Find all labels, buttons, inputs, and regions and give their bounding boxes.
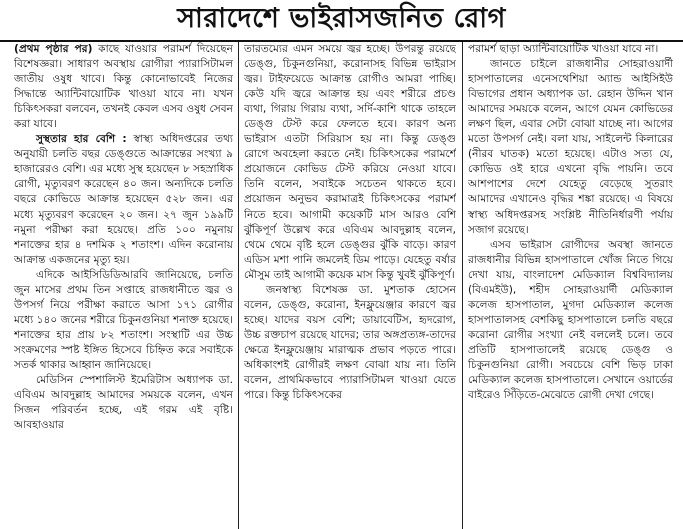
paragraph: এদিকে আইসিডিডিআরবি জানিয়েছে, চলতি জুন মাসের প্রথম তিন সপ্তাহে রাজধানীতে জ্বর ও উপসর্গ নিয়ে পরীক্ষা করাতে আসা ১৭১ রোগীর মধ্যে ১৪০ জনের শরীরে চিকুনগুনিয়া শনাক্ত হয়েছে। শনাক্তের হার প্রায় ৮২ শতাংশ। সংস্থাটি এর উচ্চ সংক্রমণের স্পষ্ট ইঙ্গিত হিসেবে চিহ্নিত করে সবাইকে সতর্ক থাকার আহ্বান জানিয়েছে। [14, 268, 233, 371]
column-3 [468, 42, 673, 529]
paragraph: পরামর্শ ছাড়া অ্যান্টিবায়োটিক খাওয়া যাবে না। [468, 43, 659, 55]
article-headline: সারাদেশে ভাইরাসজনিত রোগ [177, 2, 506, 34]
column-1 [14, 42, 233, 529]
paragraph: তারতম্যের এমন সময়ে জ্বর হচ্ছে। উপরন্তু রয়েছে ডেঙ্গু, চিকুনগুনিয়া, করোনাসহ বিভিন্ন ভাইরাস জ্বর। টাইফয়েডে আক্রান্ত রোগীও আমরা পাচ্ছি। কেউ যদি জ্বরে আক্রান্ত হয় এবং শরীরে প্রচণ্ড ব্যথা, গিরায় গিরায় ব্যথা, সর্দি-কাশি থাকে তাহলে ডেঙ্গু টেস্ট করে ফেলতে হবে। কারণ অন্য ভাইরাস এতটা সিরিয়াস হয় না। কিন্তু ডেঙ্গু রোগে অবহেলা করতে নেই। চিকিৎসকের পরামর্শে প্রয়োজনে কোভিড টেস্ট করিয়ে নেওয়া যাবে। তিনি বলেন, সবাইকে সচেতন থাকতে হবে। প্রয়োজন অনুভব করামাত্রই চিকিৎসকের পরামর্শ নিতে হবে। আগামী কয়েকটি মাস আরও বেশি ঝুঁকিপূর্ণ উল্লেখ করে এবিএম আবদুল্লাহ বলেন, থেমে থেমে বৃষ্টি হলে ডেঙ্গুর ঝুঁকি বাড়ে। কারণ এডিস মশা পানি জমলেই ডিম পাড়ে। যেহেতু বর্ষার মৌসুম তাই আগামী কয়েক মাস কিন্তু খুবই ঝুঁকিপূর্ণ। [244, 43, 456, 281]
paragraph: জানতে চাইলে রাজধানীর সোহরাওয়ার্দী হাসপাতালের এনেসথেশিয়া অ্যান্ড আইসিইউ বিভাগের প্রধান অধ্যাপক ডা. রেহান উদ্দিন খান আমাদের সময়কে বলেন, আগে যেমন কোভিডের লক্ষণ ছিল, এবার সেটা বোঝা যাচ্ছে না। আগের মতো উপসর্গ নেই। বলা যায়, সাইলেন্ট কিলারের (নীরব ঘাতক) মতো হয়েছে। এটাও সত্য যে, কোভিড ওই হারে এখনো বৃদ্ধি পায়নি। তবে আশপাশের দেশে যেহেতু বেড়েছে সুতরাং আমাদের এখানেও বৃদ্ধির শঙ্কা রয়েছে। এ বিষয়ে স্বাস্থ্য অধিদপ্তরসহ সংশ্লিষ্ট নীতিনির্ধারণী পর্যায় সজাগ রয়েছে। [468, 58, 673, 236]
subheading: সুস্থতার হার বেশি : [36, 133, 127, 146]
column-divider [462, 42, 463, 529]
paragraph [14, 132, 233, 267]
paragraph: এসব ভাইরাস রোগীদের অবস্থা জানতে রাজধানীর বিভিন্ন হাসপাতালে খোঁজ নিতে গিয়ে দেখা যায়, বাংলাদেশ মেডিক্যাল বিশ্ববিদ্যালয় (বিএমইউ), শহীদ সোহরাওয়ার্দী মেডিক্যাল কলেজ হাসপাতাল, মুগদা মেডিক্যাল কলেজ হাসপাতালসহ বেশকিছু হাসপাতালে চলতি বছরে করোনা রোগীর সংখ্যা নেই বললেই চলে। তবে প্রতিটি হাসপাতালেই রয়েছে ডেঙ্গু ও চিকুনগুনিয়া রোগী। সবচেয়ে বেশি ভিড় ঢাকা মেডিক্যাল কলেজ হাসপাতালে। সেখানে ওয়ার্ডের বাইরেও সিঁড়িতে-মেঝেতে রোগী দেখা গেছে। [468, 238, 673, 402]
paragraph: জনস্বাস্থ্য বিশেষজ্ঞ ডা. মুশতাক হোসেন বলেন, ডেঙ্গু, করোনা, ইনফ্লুয়েঞ্জার কারণে জ্বর হচ্ছে। যাদের বয়স বেশি; ডায়াবেটিস, হৃদরোগ, উচ্চ রক্তচাপ রয়েছে যাদের; তার অঙ্গপ্রত্যঙ্গ-তাদের ক্ষেত্রে ইনফ্লুয়েঞ্জায় মারাত্মক প্রভাব পড়তে পারে। অধিকাংশই রোগীরই লক্ষণ বোঝা যায় না। তিনি বলেন, প্রাথমিকভাবে প্যারাসিটামল খাওয়া যেতে পারে। কিন্তু চিকিৎসকের [244, 283, 456, 402]
paragraph: মেডিসিন স্পেশালিস্ট ইমেরিটাস অধ্যাপক ডা. এবিএম আবদুল্লাহ আমাদের সময়কে বলেন, এখন সিজন পরিবর্তন হচ্ছে, এই গরম এই বৃষ্টি। আবহাওয়ার [14, 374, 233, 432]
column-divider [238, 42, 239, 529]
paragraph-text: কাছে যাওয়ার পরামর্শ দিয়েছেন বিশেষজ্ঞরা। সাধারণ অবস্থায় রোগীরা প্যারাসিটামল জাতীয় ওষুধ খাবে। কিন্তু কোনোভাবেই নিজের সিদ্ধান্তে অ্যান্টিবায়োটিক খাওয়া যাবে না। যখন চিকিৎসকরা বলবেন, তখনই কেবল এসব ওষুধ সেবন করা যাবে। [14, 43, 233, 131]
column-2 [244, 42, 456, 529]
paragraph [14, 42, 233, 132]
continued-from-label: (প্রথম পৃষ্ঠার পর) [14, 43, 93, 55]
paragraph-text: স্বাস্থ্য অধিদপ্তরের তথ্য অনুযায়ী চলতি বছর ডেঙ্গুতে আক্রান্তের সংখ্যা ৯ হাজারেরও বেশি। এর মধ্যে সুস্থ হয়েছেন ৮ সহস্রাধিক রোগী, মৃত্যুবরণ করেছেন ৪০ জন। অন্যদিকে চলতি বছরে কোভিডে আক্রান্ত হয়েছেন ৫২৮ জন। এর মধ্যে মৃত্যুবরণ করেছেন ২০ জন। ২৭ জুন ১৯৯টি নমুনা পরীক্ষা করা হয়েছে। প্রতি ১০০ নমুনায় শনাক্তের হার ৪ দশমিক ২ শতাংশ। এদিন করোনায় আক্রান্ত একজনের মৃত্যু হয়। [14, 133, 233, 266]
